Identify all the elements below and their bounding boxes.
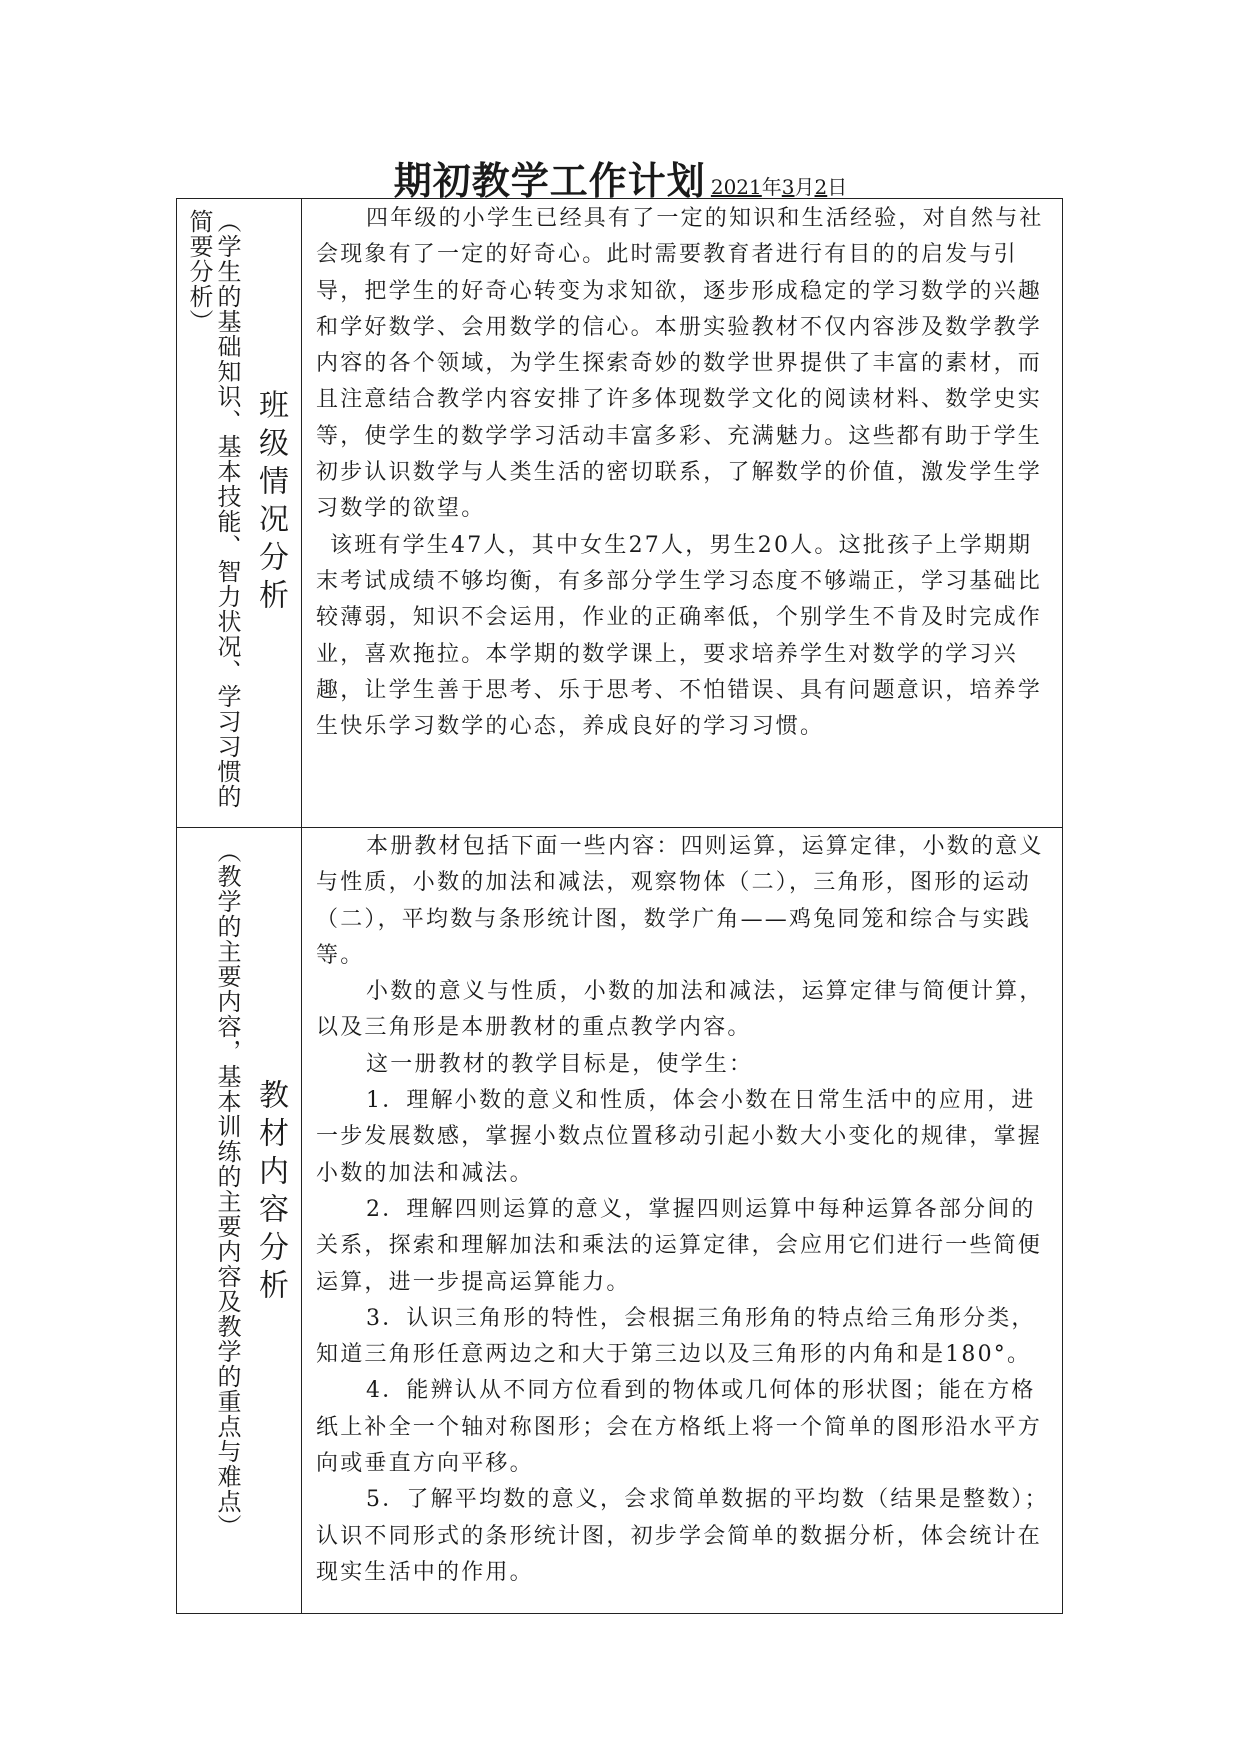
textbook-analysis-heading: 教材内容分析 xyxy=(253,1079,288,1307)
textbook-analysis-row xyxy=(177,827,1062,1613)
textbook-analysis-paragraph: 1．理解小数的意义和性质，体会小数在日常生活中的应用，进一步发展数感，掌握小数点位置移动引起小数大小变化的规律，掌握小数的加法和减法。 xyxy=(316,1088,1043,1186)
class-analysis-para2: 该班有学生47人，其中女生27人，男生20人。这批孩子上学期期末考试成绩不够均衡，有多部分学生学习态度不够端正，学习基础比较薄弱，知识不会运用，作业的正确率低，个别学生不肯及时完成作业，喜欢拖拉。本学期的数学课上，要求培养学生对数学的学习兴趣，让学生善于思考、乐于思考、不怕错误、具有问题意识，培养学生快乐学习数学的心态，养成良好的学习习惯。 xyxy=(316,532,1043,740)
date-year: 2021 xyxy=(710,175,762,199)
class-analysis-content-cell xyxy=(302,199,1062,827)
date-day-suffix: 日 xyxy=(827,175,848,199)
textbook-analysis-paragraph: 小数的意义与性质，小数的加法和减法，运算定律与简便计算，以及三角形是本册教材的重点教学内容。 xyxy=(316,979,1044,1041)
class-analysis-note-line1: （学生的基础知识、基本技能、智力状况、学习习惯的 xyxy=(213,209,241,809)
document-date xyxy=(711,175,847,199)
textbook-analysis-paragraph: 3．认识三角形的特性，会根据三角形角的特点给三角形分类，知道三角形任意两边之和大于第三边以及三角形的内角和是180°。 xyxy=(316,1305,1036,1368)
class-analysis-content xyxy=(316,201,1050,745)
plan-table xyxy=(176,198,1063,1614)
title-line xyxy=(0,150,1241,203)
date-day: 2 xyxy=(814,175,828,199)
textbook-analysis-paragraph: 本册教材包括下面一些内容：四则运算，运算定律，小数的意义与性质，小数的加法和减法，观察物体（二），三角形，图形的运动（二），平均数与条形统计图，数学广角——鸡兔同笼和综合与实践等。 xyxy=(316,834,1044,968)
textbook-analysis-paragraph: 5．了解平均数的意义，会求简单数据的平均数（结果是整数）；认识不同形式的条形统计图，初步学会简单的数据分析，体会统计在现实生活中的作用。 xyxy=(316,1487,1049,1585)
textbook-analysis-content xyxy=(316,829,1050,1591)
textbook-analysis-paragraph: 这一册教材的教学目标是，使学生： xyxy=(366,1051,754,1077)
textbook-analysis-content-cell xyxy=(302,827,1062,1613)
class-analysis-note-line2: 简要分析） xyxy=(185,209,213,334)
date-month-suffix: 月 xyxy=(794,175,815,199)
date-year-suffix: 年 xyxy=(761,175,782,199)
class-analysis-label-cell xyxy=(177,199,302,827)
class-analysis-para1: 四年级的小学生已经具有了一定的知识和生活经验，对自然与社会现象有了一定的好奇心。此时需要教育者进行有目的的启发与引导，把学生的好奇心转变为求知欲，逐步形成稳定的学习数学的兴趣和学好数学、会用数学的信心。本册实验教材不仅内容涉及数学教学内容的各个领域，为学生探索奇妙的数学世界提供了丰富的素材，而且注意结合教学内容安排了许多体现数学文化的阅读材料、数学史实等，使学生的数学学习活动丰富多彩、充满魅力。这些都有助于学生初步认识数学与人类生活的密切联系，了解数学的价值，激发学生学习数学的欲望。 xyxy=(316,206,1044,522)
document-title: 期初教学工作计划 xyxy=(393,158,706,203)
textbook-analysis-paragraph: 2．理解四则运算的意义，掌握四则运算中每种运算各部分间的关系，探索和理解加法和乘法的运算定律，会应用它们进行一些简便运算，进一步提高运算能力。 xyxy=(316,1196,1043,1295)
date-month: 3 xyxy=(781,175,795,199)
class-analysis-heading: 班级情况分析 xyxy=(253,389,288,617)
textbook-analysis-label-cell xyxy=(177,827,302,1613)
class-analysis-row xyxy=(177,199,1062,828)
textbook-analysis-paragraph: 4．能辨认从不同方位看到的物体或几何体的形状图；能在方格纸上补全一个轴对称图形；会在方格纸上将一个简单的图形沿水平方向或垂直方向平移。 xyxy=(316,1378,1043,1477)
textbook-analysis-note: （教学的主要内容，基本训练的主要内容及教学的重点与难点） xyxy=(213,839,241,1539)
